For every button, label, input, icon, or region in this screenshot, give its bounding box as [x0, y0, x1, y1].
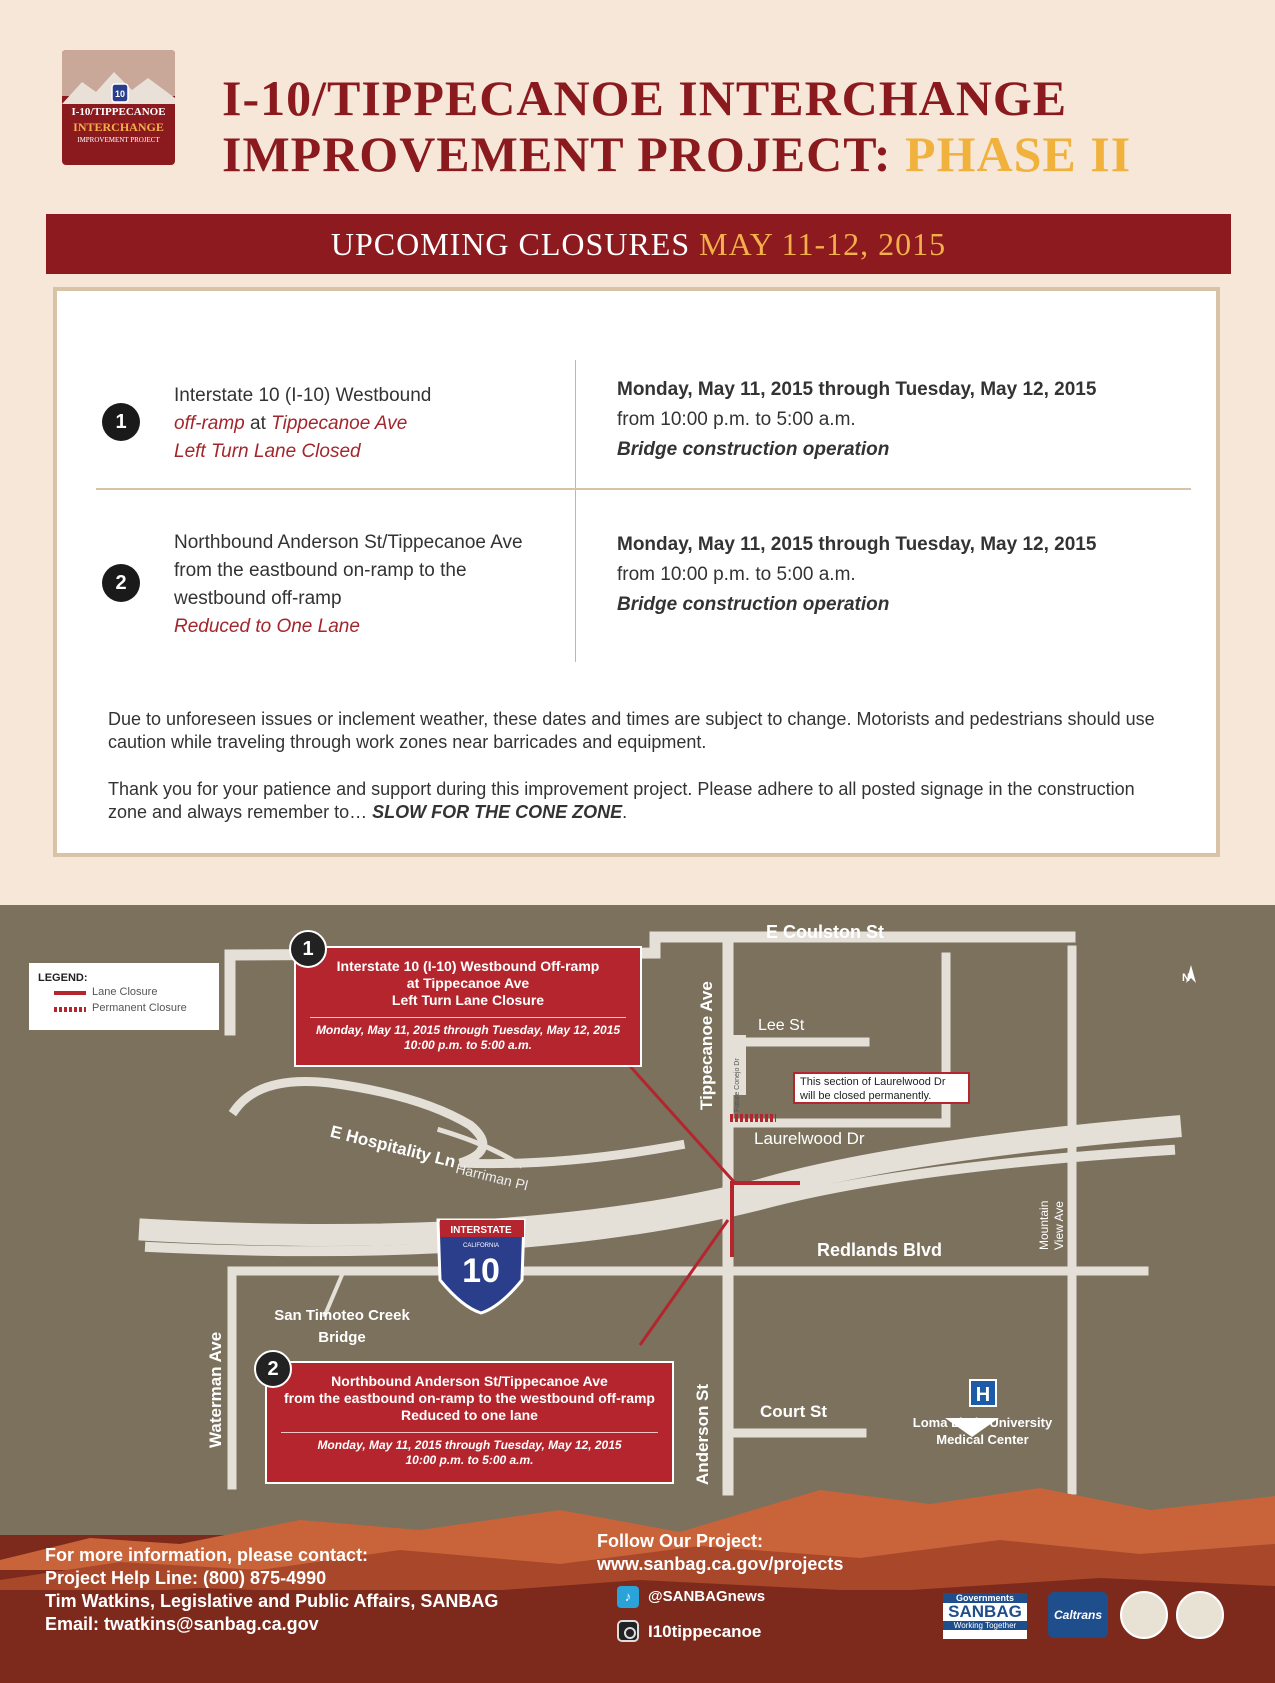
closure-1-operation: Bridge construction operation [617, 439, 890, 460]
page-title [222, 70, 1131, 182]
shield-number: 10 [462, 1252, 500, 1290]
street-waterman: Waterman Ave [206, 1331, 225, 1448]
project-logo [62, 50, 175, 165]
street-coulston: E Coulston St [766, 922, 884, 942]
shield-state: CALIFORNIA [462, 1243, 500, 1249]
street-laurelwood: Laurelwood Dr [754, 1129, 865, 1148]
closure-2-line-2: from the eastbound on-ramp to the [174, 560, 467, 581]
title-phase: PHASE II [905, 126, 1132, 182]
notice-paragraph: Due to unforeseen issues or inclement weather, these dates and times are subject to change. Motorists and pedestrians should use caution while traveling through work zones near barricades and equipment. [108, 709, 1155, 752]
sanbag-top: Governments [943, 1593, 1027, 1603]
legend-lane-swatch [54, 991, 86, 995]
street-court: Court St [760, 1402, 828, 1421]
north-label: N [1182, 972, 1190, 984]
follow-title: Follow Our Project: [597, 1531, 764, 1551]
street-tippecanoe: Tippecanoe Ave [697, 981, 716, 1110]
shield-interstate: INTERSTATE [450, 1225, 512, 1236]
thanks-text: Thank you for your patience and support during this improvement project. Please adhere to all posted signage in the construction zone and always remember to… [108, 779, 1135, 822]
closure-1-description [174, 382, 431, 466]
bridge-label-1: San Timoteo Creek [274, 1307, 410, 1324]
closure-1-schedule [617, 375, 1096, 465]
closure-1-date: Monday, May 11, 2015 through Tuesday, May 12, 2015 [617, 379, 1097, 400]
project-url[interactable]: www.sanbag.ca.gov/projects [597, 1554, 844, 1574]
hospital-label-1: Loma Linda University [912, 1415, 1053, 1430]
laurelwood-note [793, 1072, 970, 1104]
street-redlands: Redlands Blvd [817, 1240, 943, 1260]
closure-1-status: Left Turn Lane Closed [174, 441, 361, 462]
city-seal-2-icon [1176, 1591, 1224, 1639]
callout-2 [265, 1361, 674, 1484]
thanks-end: . [622, 802, 628, 822]
bridge-label [262, 1305, 422, 1349]
cone-zone-slogan: SLOW FOR THE CONE ZONE [372, 802, 623, 822]
closure-1-at: at [244, 413, 272, 434]
callout-1-divider [310, 1017, 626, 1018]
street-harriman: Harriman Pl [454, 1160, 530, 1194]
thanks-paragraph [108, 778, 1168, 824]
callout-1-title [296, 948, 640, 1009]
title-line-2 [222, 126, 1131, 182]
hospital-icon-letter: H [975, 1384, 991, 1406]
closure-1-street: Tippecanoe Ave [271, 413, 408, 434]
contact-helpline[interactable]: Project Help Line: (800) 875-4990 [45, 1568, 327, 1588]
closure-2-date: Monday, May 11, 2015 through Tuesday, May 12, 2015 [617, 534, 1097, 555]
street-lee: Lee St [758, 1017, 805, 1034]
street-mountain-2: View Ave [1052, 1201, 1066, 1250]
twitter-icon[interactable]: ♪ [617, 1586, 639, 1608]
callout-1-title-1: Interstate 10 (I-10) Westbound Off-ramp [336, 958, 600, 974]
legend-lane-label: Lane Closure [92, 986, 158, 998]
logo-line-1: I-10/TIPPECANOE [71, 106, 166, 118]
legend-title: LEGEND: [38, 972, 88, 984]
closure-2-status: Reduced to One Lane [174, 616, 360, 637]
contact-person: Tim Watkins, Legislative and Public Affairs, SANBAG [45, 1591, 499, 1611]
callout-2-date: Monday, May 11, 2015 through Tuesday, May 12, 2015 [317, 1438, 622, 1452]
row-divider [96, 488, 1191, 490]
closure-1-number: 1 [102, 403, 140, 441]
hospital-label-2: Medical Center [936, 1432, 1029, 1447]
callout-1-date: Monday, May 11, 2015 through Tuesday, May 12, 2015 [315, 1023, 621, 1037]
callout-1-badge: 1 [289, 930, 327, 968]
hospital-label [900, 1414, 1065, 1448]
closure-2-operation: Bridge construction operation [617, 594, 890, 615]
callout-1-title-2: at Tippecanoe Ave [406, 975, 530, 991]
closure-2-time: from 10:00 p.m. to 5:00 a.m. [617, 564, 856, 585]
closure-2-schedule [617, 530, 1096, 620]
title-line-2-main: IMPROVEMENT PROJECT: [222, 126, 892, 182]
callout-2-leader [640, 1220, 728, 1345]
street-conejo: Future Conejo Dr [734, 1058, 741, 1112]
callout-2-badge: 2 [254, 1350, 292, 1388]
i10-shield-icon [438, 1220, 524, 1313]
freeway-i10 [150, 1127, 1170, 1235]
instagram-lens [624, 1627, 636, 1639]
callout-2-title-2: from the eastbound on-ramp to the westbound off-ramp [284, 1390, 655, 1406]
contact-block [45, 1544, 498, 1636]
street-hospitality: E Hospitality Ln [328, 1122, 458, 1172]
closure-2-description [174, 529, 523, 641]
title-line-1: I-10/TIPPECANOE INTERCHANGE [222, 70, 1068, 126]
callout-2-title-1: Northbound Anderson St/Tippecanoe Ave [331, 1373, 608, 1389]
street-mountain-1: Mountain [1037, 1200, 1051, 1250]
laurelwood-note-1: This section of Laurelwood Dr [800, 1076, 946, 1088]
road-hospitality [235, 1082, 680, 1164]
contact-title: For more information, please contact: [45, 1545, 369, 1565]
callout-1-title-3: Left Turn Lane Closure [391, 992, 545, 1008]
banner-dates: MAY 11-12, 2015 [699, 226, 947, 262]
legend-permanent-label: Permanent Closure [92, 1002, 187, 1014]
column-divider-1 [575, 360, 576, 488]
closure-1-ramp: off-ramp [174, 413, 245, 434]
callout-2-divider [281, 1432, 658, 1433]
callout-1 [294, 946, 642, 1067]
closure-2-number: 2 [102, 564, 140, 602]
logo-shield-number: 10 [114, 89, 126, 99]
sanbag-bottom: Working Together [943, 1621, 1027, 1630]
banner-main: UPCOMING CLOSURES [330, 226, 691, 262]
legend-permanent-swatch [54, 1007, 86, 1012]
follow-block [597, 1530, 843, 1576]
logo-mountains-icon [62, 64, 175, 104]
closures-banner [46, 214, 1231, 274]
twitter-handle[interactable]: @SANBAGnews [648, 1588, 766, 1605]
callout-1-dates [296, 1023, 640, 1053]
instagram-icon[interactable] [617, 1620, 639, 1642]
callout-1-leader [620, 1055, 735, 1183]
logo-line-3: IMPROVEMENT PROJECT [77, 136, 160, 144]
callout-1-time: 10:00 p.m. to 5:00 a.m. [403, 1038, 533, 1052]
logo-line-2: INTERCHANGE [73, 120, 164, 134]
closure-1-time: from 10:00 p.m. to 5:00 a.m. [617, 409, 856, 430]
map-legend [29, 963, 219, 1030]
bridge-label-2: Bridge [318, 1329, 366, 1346]
street-anderson: Anderson St [693, 1383, 712, 1485]
laurelwood-note-2: will be closed permanently. [800, 1090, 932, 1102]
callout-2-dates [267, 1438, 672, 1468]
callout-2-time: 10:00 p.m. to 5:00 a.m. [405, 1453, 534, 1467]
callout-2-title [267, 1363, 672, 1424]
closure-1-line-1: Interstate 10 (I-10) Westbound [174, 385, 432, 406]
sanbag-main: SANBAG [948, 1602, 1022, 1621]
sanbag-logo [943, 1593, 1027, 1639]
city-seal-1-icon [1120, 1591, 1168, 1639]
instagram-handle[interactable]: I10tippecanoe [648, 1622, 762, 1641]
caltrans-logo: Caltrans [1048, 1592, 1108, 1638]
closure-1-line-2 [174, 410, 431, 438]
contact-email[interactable]: Email: twatkins@sanbag.ca.gov [45, 1614, 319, 1634]
column-divider-2 [575, 490, 576, 662]
closure-2-line-1: Northbound Anderson St/Tippecanoe Ave [174, 532, 523, 553]
closure-2-line-3: westbound off-ramp [174, 588, 342, 609]
callout-2-title-3: Reduced to one lane [401, 1407, 538, 1423]
